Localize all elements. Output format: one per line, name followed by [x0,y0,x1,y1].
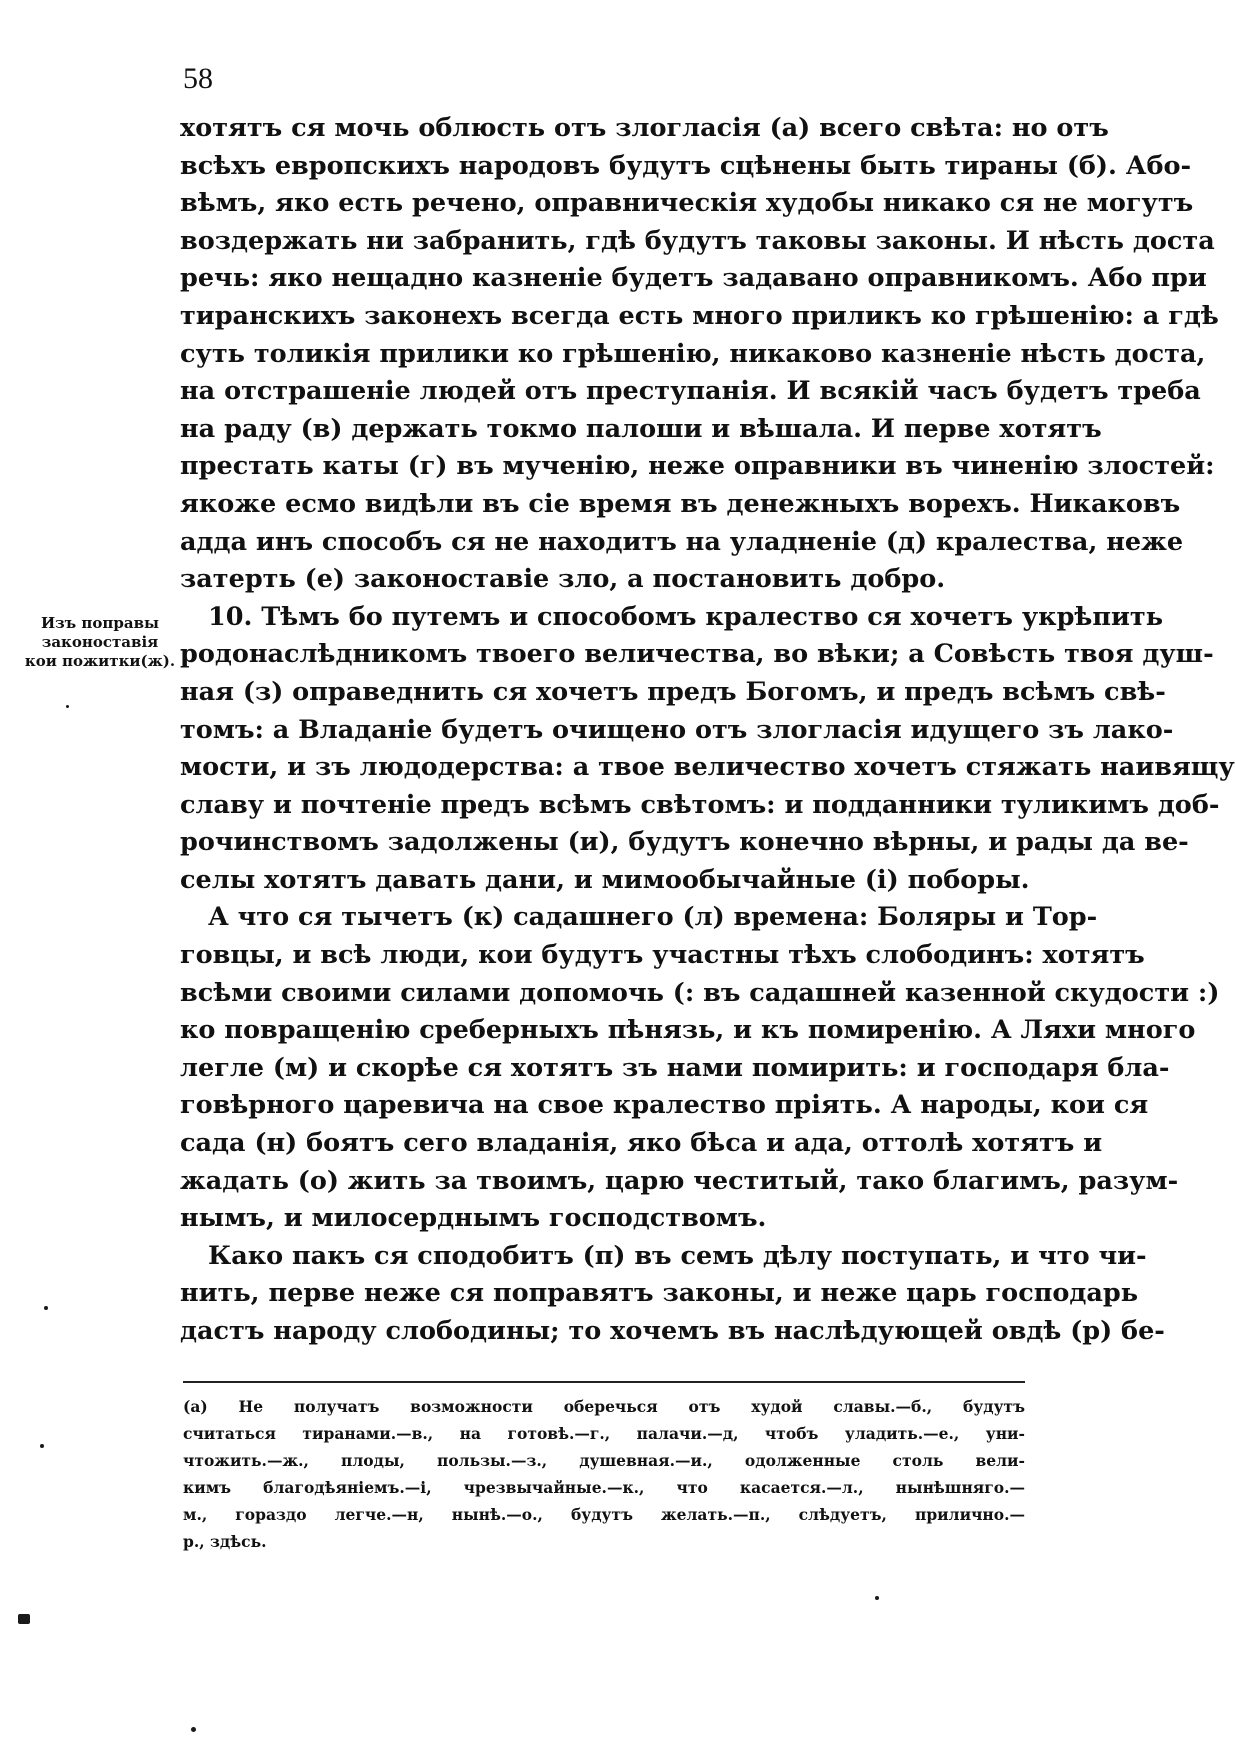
footnote-line: чтожить.—ж., плоды, пользы.—з., душевная.—и., одолженные столь вели- [183,1451,1025,1470]
margin-note [20,614,180,671]
text-line: сада (н) боятъ сего владанія, яко бѣса и ада, оттолѣ хотятъ и [180,1128,1103,1159]
text-line: славу и почтеніе предъ всѣмъ свѣтомъ: и подданники туликимъ доб- [180,789,1220,820]
scan-speck [191,1727,196,1732]
scan-speck [66,705,69,708]
scan-speck [875,1596,879,1600]
text-line: 10. Тѣмъ бо путемъ и способомъ кралество ся хочетъ укрѣпить [208,601,1164,632]
text-line: говѣрного царевича на свое кралество пріять. А народы, кои ся [180,1090,1149,1121]
text-line: рочинствомъ задолжены (и), будутъ конечно вѣрны, и рады да ве- [180,827,1189,858]
footnote-line: м., гораздо легче.—н, нынѣ.—о., будутъ желать.—п., слѣдуетъ, прилично.— [183,1505,1025,1524]
text-line: хотятъ ся мочь облюсть отъ злогласія (а) всего свѣта: но отъ [180,113,1109,143]
footnote-line: считаться тиранами.—в., на готовѣ.—г., палачи.—д, чтобъ уладить.—е., уни- [183,1424,1025,1443]
text-line: на отстрашеніе людей отъ преступанія. И всякій часъ будетъ треба [180,376,1201,407]
text-line: адда инъ способъ ся не находитъ на уладненіе (д) кралества, неже [180,526,1184,557]
margin-note-line: кои пожитки(ж). [24,652,176,670]
scan-speck [40,1444,44,1448]
text-line: всѣхъ европскихъ народовъ будутъ сцѣнены быть тираны (б). Або- [180,150,1192,181]
text-line: дастъ народу слободины; то хочемъ въ наслѣдующей овдѣ (р) бе- [180,1316,1165,1346]
margin-note-line: Изъ поправы [40,614,160,632]
footnotes [183,1393,1025,1555]
text-line: нымъ, и милосерднымъ господствомъ. [180,1203,767,1234]
text-line: легле (м) и скорѣе ся хотятъ зъ нами помирить: и господаря бла- [180,1052,1170,1083]
text-line: якоже есмо видѣли въ сіе время въ денежныхъ ворехъ. Никаковъ [180,488,1181,519]
footnote-rule [183,1381,1025,1383]
text-line: жадать (о) жить за твоимъ, царю честитый, тако благимъ, разум- [180,1165,1179,1196]
text-line: тиранскихъ законехъ всегда есть много приликъ ко грѣшенію: а гдѣ [180,300,1219,331]
text-line: нить, перве неже ся поправятъ законы, и неже царь господарь [180,1278,1139,1309]
text-line: суть толикія прилики ко грѣшенію, никаково казненіе нѣсть доста, [180,338,1206,369]
text-line: родонаслѣдникомъ твоего величества, во вѣки; а Совѣсть твоя душ- [180,639,1214,670]
text-line: затерть (е) законоставіе зло, а постановить добро. [180,564,946,595]
footnote-line: кимъ благодѣяніемъ.—і, чрезвычайные.—к., что касается.—л., нынѣшняго.— [183,1478,1025,1497]
text-line: ная (з) оправеднить ся хочетъ предъ Богомъ, и предъ всѣмъ свѣ- [180,676,1166,707]
main-text [180,110,1235,1351]
text-line: мости, и зъ людодерства: а твое величество хочетъ стяжать наивящу [180,752,1235,783]
text-line: вѣмъ, яко есть речено, оправническія худобы никако ся не могутъ [180,188,1194,219]
text-line: воздержать ни забранить, гдѣ будутъ таковы законы. И нѣсть доста [180,225,1215,256]
scan-speck [44,1306,48,1310]
text-line: селы хотятъ давать дани, и мимообычайные (і) поборы. [180,864,1030,895]
text-line: томъ: а Владаніе будетъ очищено отъ злогласія идущего зъ лако- [180,714,1174,745]
scan-speck [18,1614,30,1624]
margin-note-line: законоставія [41,633,159,651]
text-line: ко повращенію среберныхъ пѣнязь, и къ помиренію. А Ляхи много [180,1015,1196,1046]
text-line: на раду (в) держать токмо палоши и вѣшала. И перве хотятъ [180,413,1102,444]
text-line: А что ся тычетъ (к) садашнего (л) времена: Боляры и Тор- [208,902,1098,933]
text-line: Како пакъ ся сподобитъ (п) въ семъ дѣлу поступать, и что чи- [208,1240,1147,1271]
footnote-line: р., здѣсь. [183,1532,267,1551]
text-line: говцы, и всѣ люди, кои будутъ участны тѣхъ слободинъ: хотятъ [180,940,1145,971]
text-line: престать каты (г) въ мученію, неже оправники въ чиненію злостей: [180,451,1215,482]
page-number: 58 [183,62,213,95]
footnote-line: (а) Не получатъ возможности оберечься отъ худой славы.—б., будутъ [183,1397,1025,1416]
text-line: всѣми своими силами допомочь (: въ садашней казенной скудости :) [180,977,1220,1008]
text-line: речь: яко нещадно казненіе будетъ задавано оправникомъ. Або при [180,263,1207,294]
